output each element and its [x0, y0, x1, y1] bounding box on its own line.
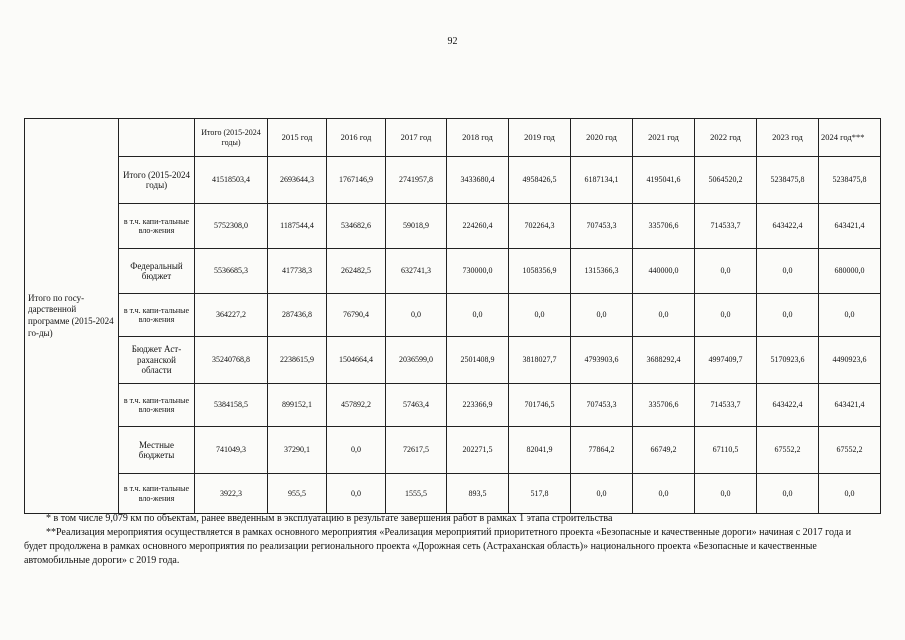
value-cell: 37290,1 [268, 427, 327, 474]
value-cell: 2693644,3 [268, 157, 327, 204]
footnote-2: **Реализация мероприятия осуществляется в рамках основного мероприятия «Реализация мероприятий приоритетного проекта «Безопасные и качественные дороги» начиная с 2017 года и будет продолжена в рамках основного мероприятия по реализации регионального проекта «Дорожная сеть (Астраханская область)» национального проекта «Безопасные и качественные автомобильные дороги» с 2019 года. [24, 527, 852, 566]
value-cell: 457892,2 [327, 384, 386, 427]
value-cell: 2741957,8 [386, 157, 447, 204]
value-cell: 643421,4 [819, 384, 881, 427]
value-cell: 893,5 [447, 474, 509, 514]
value-cell: 632741,3 [386, 249, 447, 294]
row-label: Местные бюджеты [119, 427, 195, 474]
value-cell: 3922,3 [195, 474, 268, 514]
value-cell: 5170923,6 [757, 337, 819, 384]
value-cell: 5752308,0 [195, 204, 268, 249]
table-row [25, 337, 881, 384]
value-cell: 680000,0 [819, 249, 881, 294]
value-cell: 0,0 [819, 474, 881, 514]
value-cell: 701746,5 [509, 384, 571, 427]
value-cell: 714533,7 [695, 204, 757, 249]
value-cell: 5384158,5 [195, 384, 268, 427]
value-cell: 707453,3 [571, 384, 633, 427]
value-cell: 2036599,0 [386, 337, 447, 384]
row-label: Итого (2015-2024 годы) [119, 157, 195, 204]
value-cell: 59018,9 [386, 204, 447, 249]
value-cell: 41518503,4 [195, 157, 268, 204]
table-row [25, 474, 881, 514]
value-cell: 1058356,9 [509, 249, 571, 294]
header-empty-cell [119, 119, 195, 157]
row-label: Бюджет Аст-раханской области [119, 337, 195, 384]
value-cell: 0,0 [695, 249, 757, 294]
value-cell: 0,0 [819, 294, 881, 337]
value-cell: 3818027,7 [509, 337, 571, 384]
value-cell: 0,0 [447, 294, 509, 337]
value-cell: 707453,3 [571, 204, 633, 249]
table-row [25, 427, 881, 474]
table-row [25, 249, 881, 294]
value-cell: 5064520,2 [695, 157, 757, 204]
table-row [25, 384, 881, 427]
value-cell: 3688292,4 [633, 337, 695, 384]
value-cell: 517,8 [509, 474, 571, 514]
value-cell: 643422,4 [757, 204, 819, 249]
header-2018: 2018 год [447, 119, 509, 157]
row-label: в т.ч. капи-тальные вло-жения [119, 474, 195, 514]
header-2017: 2017 год [386, 119, 447, 157]
value-cell: 955,5 [268, 474, 327, 514]
value-cell: 0,0 [757, 249, 819, 294]
header-2023: 2023 год [757, 119, 819, 157]
value-cell: 0,0 [757, 294, 819, 337]
value-cell: 1555,5 [386, 474, 447, 514]
table-row [25, 294, 881, 337]
value-cell: 899152,1 [268, 384, 327, 427]
value-cell: 67552,2 [819, 427, 881, 474]
budget-table [24, 118, 881, 514]
value-cell: 335706,6 [633, 204, 695, 249]
value-cell: 0,0 [327, 474, 386, 514]
table-row [25, 204, 881, 249]
value-cell: 643422,4 [757, 384, 819, 427]
value-cell: 0,0 [327, 427, 386, 474]
header-2015: 2015 год [268, 119, 327, 157]
value-cell: 72617,5 [386, 427, 447, 474]
value-cell: 224260,4 [447, 204, 509, 249]
value-cell: 730000,0 [447, 249, 509, 294]
value-cell: 287436,8 [268, 294, 327, 337]
table-row [25, 157, 881, 204]
value-cell: 5536685,3 [195, 249, 268, 294]
value-cell: 534682,6 [327, 204, 386, 249]
value-cell: 2501408,9 [447, 337, 509, 384]
value-cell: 3433680,4 [447, 157, 509, 204]
value-cell: 0,0 [633, 474, 695, 514]
value-cell: 0,0 [509, 294, 571, 337]
value-cell: 77864,2 [571, 427, 633, 474]
value-cell: 0,0 [386, 294, 447, 337]
value-cell: 702264,3 [509, 204, 571, 249]
footnotes [24, 512, 874, 568]
value-cell: 335706,6 [633, 384, 695, 427]
value-cell: 417738,3 [268, 249, 327, 294]
value-cell: 67110,5 [695, 427, 757, 474]
value-cell: 0,0 [571, 294, 633, 337]
value-cell: 35240768,8 [195, 337, 268, 384]
row-label: в т.ч. капи-тальные вло-жения [119, 294, 195, 337]
value-cell: 4997409,7 [695, 337, 757, 384]
value-cell: 741049,3 [195, 427, 268, 474]
value-cell: 57463,4 [386, 384, 447, 427]
value-cell: 1767146,9 [327, 157, 386, 204]
value-cell: 364227,2 [195, 294, 268, 337]
value-cell: 4490923,6 [819, 337, 881, 384]
value-cell: 2238615,9 [268, 337, 327, 384]
value-cell: 440000,0 [633, 249, 695, 294]
value-cell: 1187544,4 [268, 204, 327, 249]
value-cell: 0,0 [633, 294, 695, 337]
value-cell: 1315366,3 [571, 249, 633, 294]
value-cell: 66749,2 [633, 427, 695, 474]
value-cell: 223366,9 [447, 384, 509, 427]
header-2021: 2021 год [633, 119, 695, 157]
footnote-1: * в том числе 9,079 км по объектам, ранее введенным в эксплуатацию в результате завершения работ в рамках 1 этапа строительства [46, 513, 613, 524]
value-cell: 1504664,4 [327, 337, 386, 384]
table-header-row [25, 119, 881, 157]
group-label: Итого по госу-дарственной программе (2015-2024 го-ды) [25, 119, 119, 514]
value-cell: 4195041,6 [633, 157, 695, 204]
page-number: 92 [447, 36, 458, 47]
value-cell: 262482,5 [327, 249, 386, 294]
row-label: в т.ч. капи-тальные вло-жения [119, 384, 195, 427]
value-cell: 67552,2 [757, 427, 819, 474]
row-label: Федеральный бюджет [119, 249, 195, 294]
value-cell: 0,0 [757, 474, 819, 514]
value-cell: 5238475,8 [819, 157, 881, 204]
value-cell: 0,0 [695, 474, 757, 514]
header-2024: 2024 год*** [819, 119, 881, 157]
header-total: Итого (2015-2024 годы) [195, 119, 268, 157]
value-cell: 4793903,6 [571, 337, 633, 384]
header-2022: 2022 год [695, 119, 757, 157]
header-2020: 2020 год [571, 119, 633, 157]
value-cell: 202271,5 [447, 427, 509, 474]
header-2019: 2019 год [509, 119, 571, 157]
row-label: в т.ч. капи-тальные вло-жения [119, 204, 195, 249]
header-2016: 2016 год [327, 119, 386, 157]
value-cell: 0,0 [695, 294, 757, 337]
value-cell: 714533,7 [695, 384, 757, 427]
value-cell: 82041,9 [509, 427, 571, 474]
value-cell: 4958426,5 [509, 157, 571, 204]
value-cell: 643421,4 [819, 204, 881, 249]
value-cell: 76790,4 [327, 294, 386, 337]
value-cell: 5238475,8 [757, 157, 819, 204]
value-cell: 0,0 [571, 474, 633, 514]
value-cell: 6187134,1 [571, 157, 633, 204]
